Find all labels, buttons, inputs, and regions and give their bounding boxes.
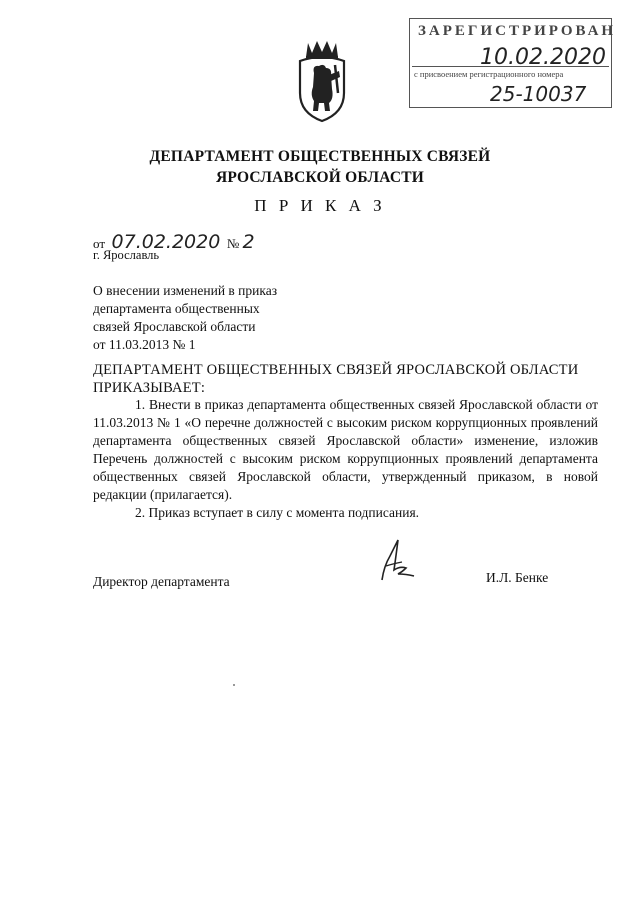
coat-of-arms-icon: [292, 35, 352, 125]
orders-heading: [93, 361, 598, 397]
order-item-2: 2. Приказ вступает в силу с момента подписания.: [135, 505, 420, 520]
stamp-caption: с присвоением регистрационного номера: [414, 69, 564, 79]
subject-line: О внесении изменений в приказ: [93, 283, 278, 298]
stamp-date: 10.02.2020: [480, 45, 606, 70]
city: г. Ярославль: [93, 248, 160, 262]
order-body: [93, 396, 598, 522]
department-title-line1: ДЕПАРТАМЕНТ ОБЩЕСТВЕННЫХ СВЯЗЕЙ: [149, 148, 491, 165]
registration-stamp: [409, 18, 617, 108]
stamp-title: ЗАРЕГИСТРИРОВАН: [418, 23, 617, 39]
order-number: 2: [242, 231, 255, 253]
subject-line: от 11.03.2013 № 1: [93, 337, 196, 352]
number-label: №: [226, 236, 240, 251]
scan-speck: [233, 684, 235, 686]
from-label: от: [93, 236, 106, 251]
signer-position: Директор департамента: [93, 574, 230, 589]
department-title-line2: ЯРОСЛАВСКОЙ ОБЛАСТИ: [215, 169, 425, 186]
department-title: [0, 146, 640, 188]
orders-heading-line1: ДЕПАРТАМЕНТ ОБЩЕСТВЕННЫХ СВЯЗЕЙ ЯРОСЛАВСКОЙ ОБЛАСТИ: [93, 362, 579, 378]
subject-line: связей Ярославской области: [93, 319, 256, 334]
orders-heading-line2: ПРИКАЗЫВАЕТ:: [93, 380, 206, 396]
stamp-registration-number: 25-10037: [490, 82, 587, 106]
order-subject: [93, 282, 353, 354]
handwritten-signature-icon: [372, 536, 420, 586]
stamp-divider: [412, 66, 609, 67]
document-type: П Р И К А З: [254, 196, 386, 215]
order-item-1: 1. Внести в приказ департамента общественных связей Ярославской области от 11.03.2013 № 1 «О перечне должностей с высоким риском коррупционных проявлений департамента общественных связей Ярославской области» изменение, изложив Перечень должностей с высоким риском коррупционных проявлений департамента общественных связей Ярославской области, утвержденный приказом, в новой редакции (прилагается).: [93, 397, 598, 502]
order-date: 07.02.2020: [111, 231, 221, 253]
subject-line: департамента общественных: [93, 301, 260, 316]
signer-name: И.Л. Бенке: [486, 570, 549, 585]
